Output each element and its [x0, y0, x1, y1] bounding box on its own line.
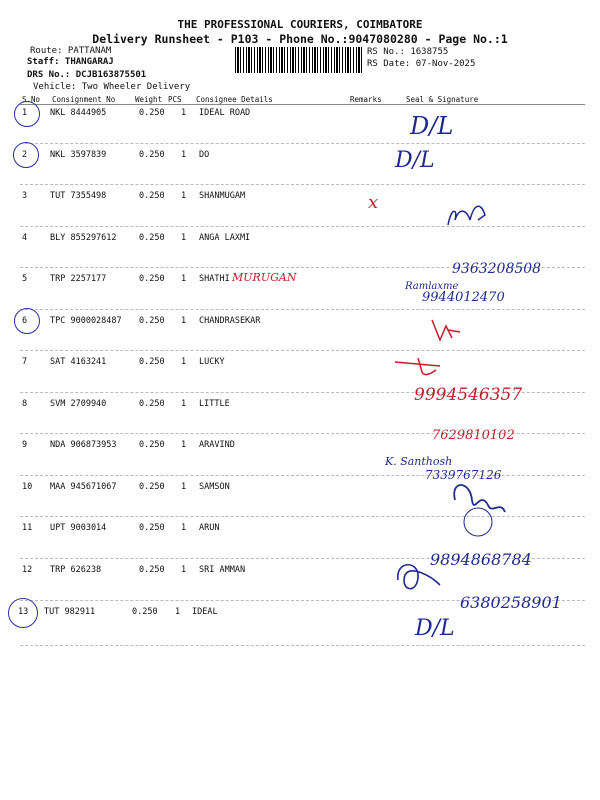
- col-sno: S.No: [22, 95, 41, 104]
- row-pcs: 1: [181, 150, 187, 160]
- row-pcs: 1: [181, 565, 187, 575]
- rs-number: RS No.: 1638755: [367, 47, 449, 57]
- row-weight: 0.250: [139, 274, 165, 284]
- handwritten-phone: 7629810102: [432, 428, 515, 443]
- handwritten-phone: 6380258901: [460, 593, 562, 612]
- row-consignee: SAMSON: [199, 482, 230, 492]
- row-consignee: ARUN: [199, 523, 220, 533]
- stamp-mark: [464, 508, 492, 536]
- row-consignment: NKL 8444905: [50, 108, 107, 118]
- row-pcs: 1: [181, 440, 187, 450]
- handwritten-name: Ramlaxme: [405, 281, 459, 292]
- row-consignee: DO: [199, 150, 210, 160]
- row-pcs: 1: [181, 523, 187, 533]
- col-seal: Seal & Signature: [406, 95, 479, 104]
- handwritten-dl: D/L: [410, 112, 454, 140]
- signature-scribble: [395, 358, 440, 375]
- row-consignee: IDEAL ROAD: [199, 108, 251, 118]
- col-remarks: Remarks: [350, 95, 382, 104]
- row-pcs: 1: [175, 607, 181, 617]
- row-consignee: LUCKY: [199, 357, 225, 367]
- row-pcs: 1: [181, 191, 187, 201]
- row-weight: 0.250: [139, 565, 165, 575]
- row-weight: 0.250: [139, 399, 165, 409]
- row-consignee: SHANMUGAM: [199, 191, 246, 201]
- handwritten-consignee-note: MURUGAN: [232, 271, 297, 284]
- row-pcs: 1: [181, 316, 187, 326]
- row-consignment: TPC 9000028487: [50, 316, 122, 326]
- handwritten-phone: 9363208508: [452, 261, 542, 277]
- handwritten-phone: 9894868784: [430, 550, 532, 569]
- row-sno: 1: [22, 108, 28, 118]
- row-consignment: BLY 855297612: [50, 233, 117, 243]
- row-consignment: NDA 906873953: [50, 440, 117, 450]
- handwritten-phone: 7339767126: [425, 468, 502, 482]
- col-consignee: Consignee Details: [196, 95, 273, 104]
- row-consignment: SVM 2709940: [50, 399, 107, 409]
- row-sno: 13: [18, 607, 29, 617]
- row-sno: 4: [22, 233, 28, 243]
- row-consignee: LITTLE: [199, 399, 230, 409]
- handwritten-dl: D/L: [395, 148, 435, 173]
- row-weight: 0.250: [139, 191, 165, 201]
- row-consignment: TRP 626238: [50, 565, 102, 575]
- row-consignee: SHATHI: [199, 274, 230, 284]
- row-consignee: CHANDRASEKAR: [199, 316, 261, 326]
- company-title: THE PROFESSIONAL COURIERS, COIMBATORE: [177, 18, 423, 31]
- signature-scribble: [448, 206, 485, 225]
- row-consignment: NKL 3597839: [50, 150, 107, 160]
- row-sno: 8: [22, 399, 28, 409]
- row-consignee: ANGA LAXMI: [199, 233, 251, 243]
- row-consignment: MAA 945671067: [50, 482, 117, 492]
- row-pcs: 1: [181, 108, 187, 118]
- rs-date: RS Date: 07-Nov-2025: [367, 59, 476, 69]
- row-weight: 0.250: [139, 482, 165, 492]
- handwritten-dl: D/L: [415, 616, 455, 641]
- row-pcs: 1: [181, 357, 187, 367]
- row-pcs: 1: [181, 233, 187, 243]
- row-consignment: TRP 2257177: [50, 274, 107, 284]
- col-consignment: Consignment No: [52, 95, 116, 104]
- vehicle-label: Vehicle: Two Wheeler Delivery: [33, 82, 191, 92]
- col-weight: Weight: [135, 95, 163, 104]
- row-consignee: ARAVIND: [199, 440, 235, 450]
- row-pcs: 1: [181, 399, 187, 409]
- row-weight: 0.250: [139, 523, 165, 533]
- row-sno: 5: [22, 274, 28, 284]
- row-weight: 0.250: [139, 233, 165, 243]
- drs-label: DRS No.: DCJB163875501: [27, 70, 147, 80]
- row-consignment: TUT 7355498: [50, 191, 107, 201]
- row-weight: 0.250: [139, 108, 165, 118]
- handwritten-phone: 9994546357: [414, 385, 523, 405]
- runsheet-subtitle: Delivery Runsheet - P103 - Phone No.:9047080280 - Page No.:1: [92, 32, 508, 46]
- row-sno: 6: [22, 316, 28, 326]
- row-sno: 7: [22, 357, 28, 367]
- row-consignee: IDEAL: [192, 607, 218, 617]
- row-sno: 9: [22, 440, 28, 450]
- row-sno: 11: [22, 523, 33, 533]
- row-weight: 0.250: [132, 607, 158, 617]
- handwritten-name: K. Santhosh: [385, 455, 453, 468]
- row-weight: 0.250: [139, 150, 165, 160]
- handwritten-phone: 9944012470: [422, 290, 505, 305]
- row-consignment: SAT 4163241: [50, 357, 107, 367]
- row-consignment: UPT 9003014: [50, 523, 107, 533]
- col-pcs: PCS: [168, 95, 182, 104]
- row-sno: 2: [22, 150, 28, 160]
- row-sno: 12: [22, 565, 33, 575]
- row-consignee: SRI AMMAN: [199, 565, 246, 575]
- route-label: Route: PATTANAM: [30, 46, 112, 56]
- row-pcs: 1: [181, 274, 187, 284]
- row-weight: 0.250: [139, 316, 165, 326]
- staff-label: Staff: THANGARAJ: [27, 57, 114, 67]
- row-sno: 10: [22, 482, 33, 492]
- signature-scribble: [432, 320, 460, 340]
- row-consignment: TUT 982911: [44, 607, 96, 617]
- row-pcs: 1: [181, 482, 187, 492]
- signature-scribble: [398, 565, 440, 589]
- row-weight: 0.250: [139, 357, 165, 367]
- row-weight: 0.250: [139, 440, 165, 450]
- handwritten-x-mark: x: [368, 192, 379, 213]
- row-sno: 3: [22, 191, 28, 201]
